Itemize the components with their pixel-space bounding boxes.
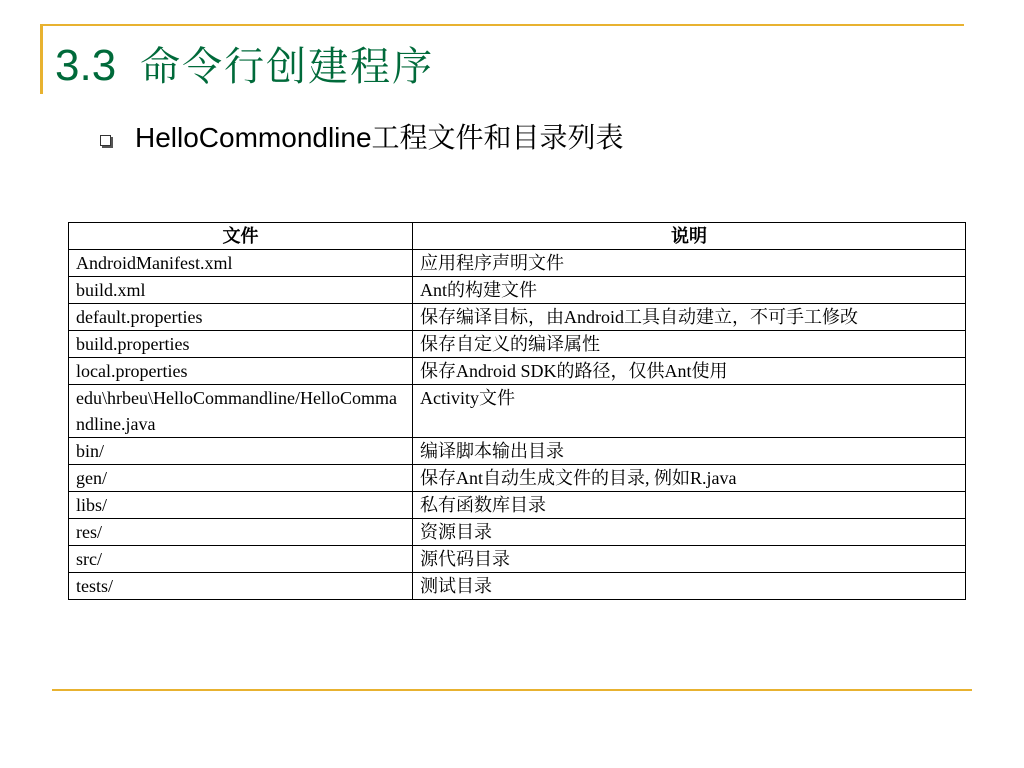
table-row <box>69 492 966 519</box>
file-cell: default.properties <box>69 304 413 331</box>
bullet-line <box>100 118 624 158</box>
description-cell: 编译脚本输出目录 <box>413 438 966 465</box>
slide-title <box>55 36 434 97</box>
file-cell: build.xml <box>69 277 413 304</box>
file-cell: libs/ <box>69 492 413 519</box>
description-cell: Ant的构建文件 <box>413 277 966 304</box>
table-row <box>69 438 966 465</box>
description-cell: 保存Android SDK的路径，仅供Ant使用 <box>413 358 966 385</box>
table-row <box>69 465 966 492</box>
slide-title-text: 命令行创建程序 <box>140 44 435 90</box>
file-cell: AndroidManifest.xml <box>69 250 413 277</box>
table-row <box>69 304 966 331</box>
file-cell: gen/ <box>69 465 413 492</box>
table-row <box>69 385 966 438</box>
bottom-rule <box>52 689 972 691</box>
file-cell: tests/ <box>69 573 413 600</box>
file-cell: edu\hrbeu\HelloCommandline/HelloCommandline.java <box>69 385 413 438</box>
slide-title-number: 3.3 <box>55 41 117 90</box>
file-cell: bin/ <box>69 438 413 465</box>
header-description: 说明 <box>413 223 966 250</box>
square-bullet-icon <box>100 135 111 146</box>
bullet-text: HelloCommondline工程文件和目录列表 <box>135 122 624 153</box>
file-cell: src/ <box>69 546 413 573</box>
table-row <box>69 519 966 546</box>
table-row <box>69 250 966 277</box>
table-row <box>69 277 966 304</box>
description-cell: 测试目录 <box>413 573 966 600</box>
description-cell: 保存Ant自动生成文件的目录, 例如R.java <box>413 465 966 492</box>
description-cell: 资源目录 <box>413 519 966 546</box>
top-rule <box>40 24 964 26</box>
file-cell: local.properties <box>69 358 413 385</box>
description-cell: 源代码目录 <box>413 546 966 573</box>
table-row <box>69 331 966 358</box>
description-cell: 应用程序声明文件 <box>413 250 966 277</box>
description-cell: 保存编译目标，由Android工具自动建立，不可手工修改 <box>413 304 966 331</box>
description-cell: Activity文件 <box>413 385 966 438</box>
file-table <box>68 222 966 600</box>
file-cell: build.properties <box>69 331 413 358</box>
description-cell: 保存自定义的编译属性 <box>413 331 966 358</box>
table-row <box>69 358 966 385</box>
side-rule <box>40 24 43 94</box>
file-cell: res/ <box>69 519 413 546</box>
table-row <box>69 573 966 600</box>
description-cell: 私有函数库目录 <box>413 492 966 519</box>
header-file: 文件 <box>69 223 413 250</box>
table-row <box>69 546 966 573</box>
table-header-row <box>69 223 966 250</box>
